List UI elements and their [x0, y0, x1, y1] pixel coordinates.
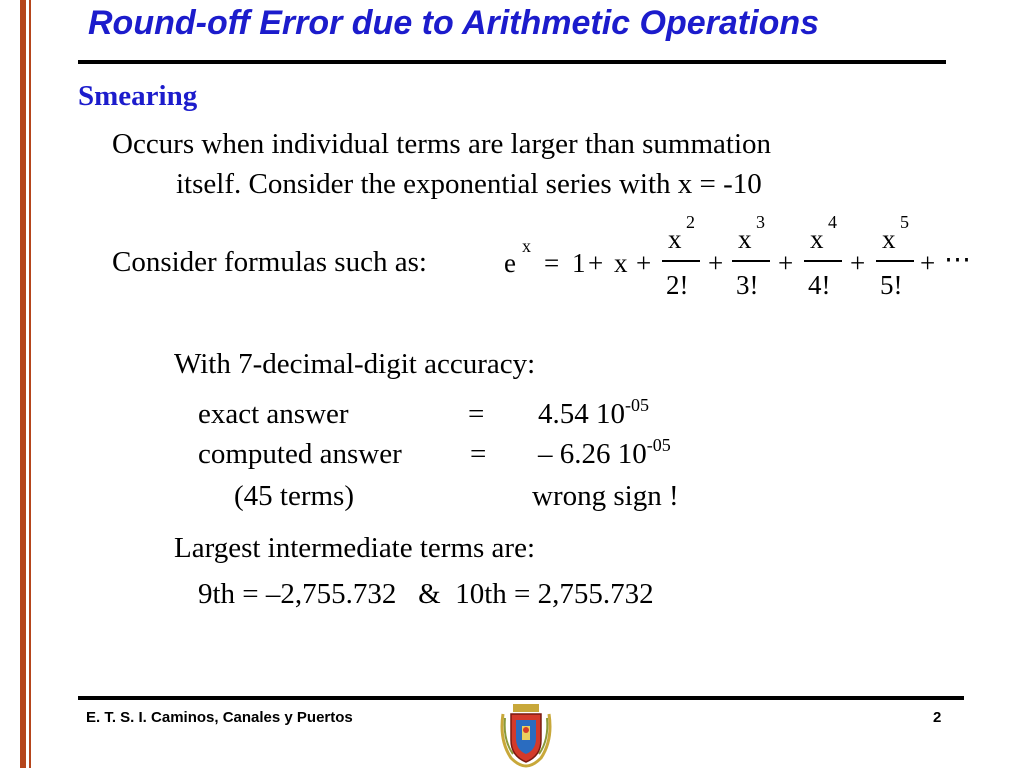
formula-plus-6: + [920, 248, 936, 278]
page-number: 2 [933, 709, 942, 726]
term-2-numerator: x [668, 224, 682, 254]
term-2-denominator: 2! [666, 270, 689, 300]
term-3-exponent: 3 [756, 212, 765, 232]
computed-answer-equals: = [470, 438, 487, 470]
formula-plus-5: + [850, 248, 866, 278]
term-4-denominator: 4! [808, 270, 831, 300]
term-4-numerator: x [810, 224, 824, 254]
exact-answer-equals: = [468, 398, 485, 430]
term-3-denominator: 3! [736, 270, 759, 300]
formula-plus-2: + [636, 248, 652, 278]
computed-answer-label: computed answer [198, 438, 402, 470]
formulas-label: Consider formulas such as: [112, 246, 427, 278]
formula-one: 1 [572, 248, 586, 278]
terms-note: (45 terms) [234, 480, 354, 512]
formula-plus-4: + [778, 248, 794, 278]
footer-institution: E. T. S. I. Caminos, Canales y Puertos [86, 709, 353, 726]
term-3-fraction-bar [732, 260, 770, 262]
formula-ellipsis: ⋯ [944, 244, 971, 274]
wrong-sign-note: wrong sign ! [532, 480, 679, 512]
exact-answer-exponent: -05 [625, 395, 649, 415]
term-3-numerator: x [738, 224, 752, 254]
term-5-denominator: 5! [880, 270, 903, 300]
formula-equals: = [544, 248, 560, 278]
section-heading: Smearing [78, 80, 198, 112]
left-decorative-bar [20, 0, 26, 768]
formula-x: x [614, 248, 628, 278]
title-divider [78, 60, 946, 64]
formula-plus-1: + [588, 248, 604, 278]
slide-title: Round-off Error due to Arithmetic Operations [88, 4, 820, 42]
formula-e: e [504, 248, 516, 278]
left-decorative-line [29, 0, 31, 768]
term-5-numerator: x [882, 224, 896, 254]
exact-answer-value [538, 395, 649, 431]
exact-answer-label: exact answer [198, 398, 349, 430]
formula-plus-3: + [708, 248, 724, 278]
formula-e-exponent: x [522, 236, 531, 256]
term-2-exponent: 2 [686, 212, 695, 232]
term-5-exponent: 5 [900, 212, 909, 232]
largest-terms-label: Largest intermediate terms are: [174, 532, 535, 564]
term-2-fraction-bar [662, 260, 700, 262]
term-4-fraction-bar [804, 260, 842, 262]
computed-answer-exponent: -05 [646, 435, 671, 455]
exact-answer-mantissa: 4.54 10 [538, 398, 625, 430]
term-5-fraction-bar [876, 260, 914, 262]
intro-line-2: itself. Consider the exponential series with x = -10 [176, 168, 762, 200]
computed-answer-value [538, 435, 671, 471]
largest-terms-values: 9th = –2,755.732 & 10th = 2,755.732 [198, 578, 654, 610]
computed-answer-mantissa: – 6.26 10 [538, 438, 647, 470]
intro-line-1: Occurs when individual terms are larger than summation [112, 128, 772, 160]
term-4-exponent: 4 [828, 212, 837, 232]
institution-crest-icon [497, 700, 555, 768]
accuracy-label: With 7-decimal-digit accuracy: [174, 348, 536, 380]
exponential-series-formula [500, 212, 990, 312]
